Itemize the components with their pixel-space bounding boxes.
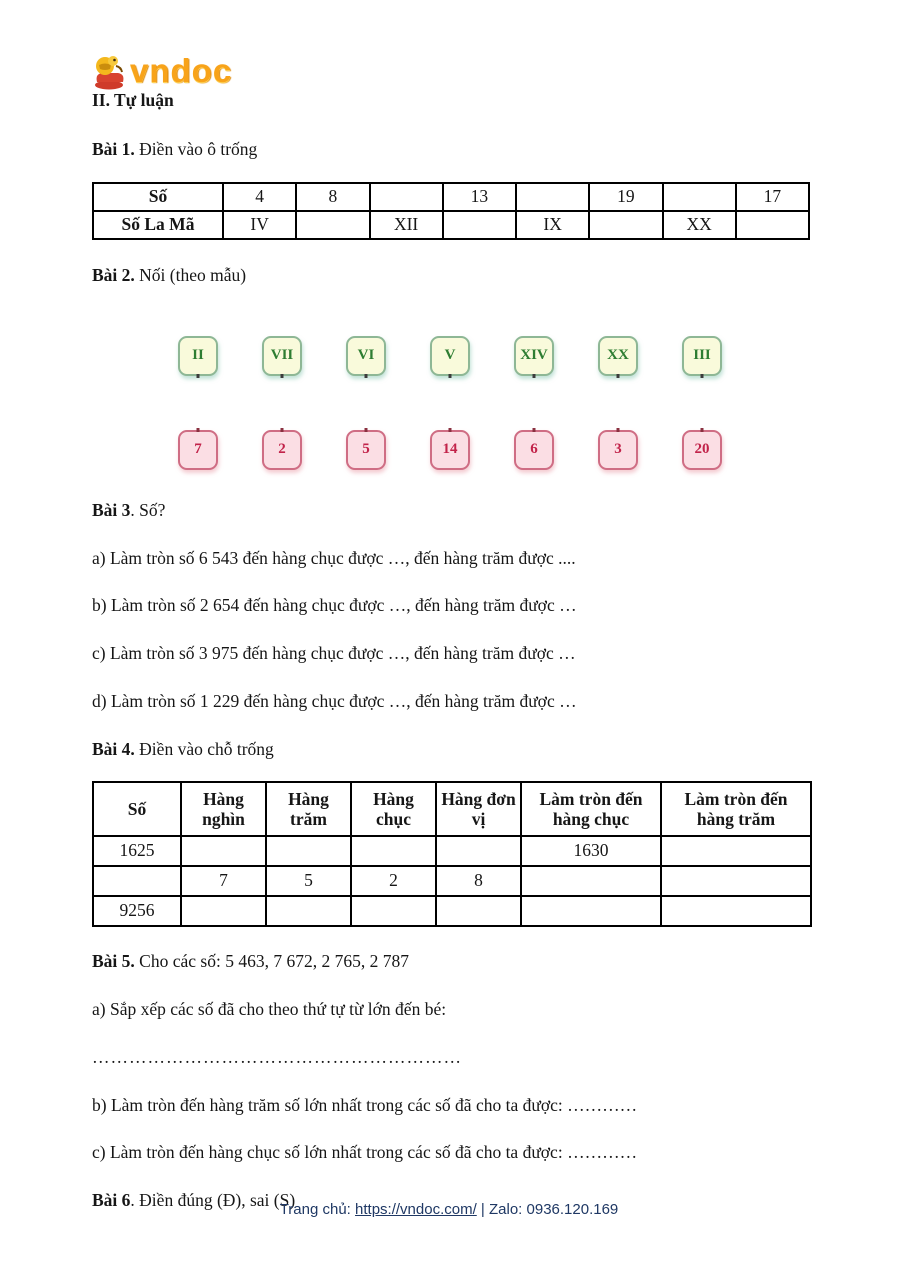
table-cell xyxy=(589,211,662,239)
table-cell xyxy=(661,836,811,866)
roman-box: II xyxy=(178,336,218,376)
table-cell: 19 xyxy=(589,183,662,211)
table-cell xyxy=(351,836,436,866)
number-box: 5 xyxy=(346,430,386,470)
table-cell: XII xyxy=(370,211,443,239)
table-header-cell: Hàng nghìn xyxy=(181,782,266,836)
table-cell xyxy=(296,211,369,239)
table-cell xyxy=(370,183,443,211)
table-cell xyxy=(443,211,516,239)
rounding-table xyxy=(92,781,812,927)
bai3-item-d: d) Làm tròn số 1 229 đến hàng chục được …, đến hàng trăm được … xyxy=(92,691,577,712)
roman-boxes-row xyxy=(178,336,810,376)
roman-box: III xyxy=(682,336,722,376)
bai1-title-label: Bài 1. xyxy=(92,138,135,159)
bai5-item-b: b) Làm tròn đến hàng trăm số lớn nhất trong các số đã cho ta được: ………… xyxy=(92,1094,638,1115)
bai4-title xyxy=(92,739,810,761)
table-cell xyxy=(661,866,811,896)
vndoc-logo xyxy=(92,46,898,90)
footer-home-link[interactable]: https://vndoc.com/ xyxy=(355,1201,477,1218)
table-cell xyxy=(181,836,266,866)
table-header-row xyxy=(93,782,811,836)
table-cell: 8 xyxy=(296,183,369,211)
table-cell: 5 xyxy=(266,866,351,896)
footer-zalo-label: | Zalo: 0936.120.169 xyxy=(476,1201,619,1218)
table-cell xyxy=(736,211,809,239)
number-box: 7 xyxy=(178,430,218,470)
table-cell xyxy=(266,836,351,866)
roman-numeral-table xyxy=(92,182,810,240)
table-header-cell: Làm tròn đến hàng trăm xyxy=(661,782,811,836)
table-cell: 4 xyxy=(223,183,296,211)
bai6-title-text: . Điền đúng (Đ), sai (S) xyxy=(130,1190,296,1211)
table-cell: Số xyxy=(93,183,223,211)
table-cell xyxy=(351,896,436,926)
vndoc-mascot-icon xyxy=(92,52,128,90)
bai1-title xyxy=(92,139,810,161)
table-cell: XX xyxy=(663,211,736,239)
table-cell: IX xyxy=(516,211,589,239)
number-box: 2 xyxy=(262,430,302,470)
table-cell: 1625 xyxy=(93,836,181,866)
table-cell: 7 xyxy=(181,866,266,896)
roman-box: XX xyxy=(598,336,638,376)
table-header-cell: Làm tròn đến hàng chục xyxy=(521,782,661,836)
table-header-cell: Số xyxy=(93,782,181,836)
roman-box: V xyxy=(430,336,470,376)
bai4-title-label: Bài 4. xyxy=(92,739,135,759)
table-header-cell: Hàng chục xyxy=(351,782,436,836)
table-cell: IV xyxy=(223,211,296,239)
bai2-title-text: Nối (theo mẫu) xyxy=(134,264,247,285)
bai3-title xyxy=(92,500,810,522)
table-cell: 8 xyxy=(436,866,521,896)
bai4-title-text: Điền vào chỗ trống xyxy=(134,739,274,759)
number-boxes-row xyxy=(178,430,810,470)
table-cell xyxy=(661,896,811,926)
number-box: 20 xyxy=(682,430,722,470)
table-row xyxy=(93,183,809,211)
roman-box: VI xyxy=(346,336,386,376)
table-cell xyxy=(181,896,266,926)
table-header-cell: Hàng trăm xyxy=(266,782,351,836)
table-cell: 1630 xyxy=(521,836,661,866)
roman-box: XIV xyxy=(514,336,554,376)
table-cell: 9256 xyxy=(93,896,181,926)
bai5-title-text: Cho các số: 5 463, 7 672, 2 765, 2 787 xyxy=(134,950,409,971)
bai3-item-c: c) Làm tròn số 3 975 đến hàng chục được …, đến hàng trăm được … xyxy=(92,643,576,664)
page-footer xyxy=(0,1201,898,1218)
bai5-title xyxy=(92,951,810,973)
bai5-title-label: Bài 5. xyxy=(92,950,135,971)
bai3-item-a: a) Làm tròn số 6 543 đến hàng chục được …, đến hàng trăm được .... xyxy=(92,547,576,568)
table-cell xyxy=(521,866,661,896)
logo-wordmark: vndoc xyxy=(130,52,233,89)
table-row xyxy=(93,896,811,926)
bai2-title xyxy=(92,265,810,287)
roman-box: VII xyxy=(262,336,302,376)
table-row xyxy=(93,211,809,239)
bai6-title-label: Bài 6 xyxy=(92,1190,131,1211)
table-cell xyxy=(516,183,589,211)
section-heading: II. Tự luận xyxy=(92,90,174,110)
table-cell: 17 xyxy=(736,183,809,211)
table-cell: Số La Mã xyxy=(93,211,223,239)
table-cell: 2 xyxy=(351,866,436,896)
table-cell xyxy=(663,183,736,211)
number-box: 3 xyxy=(598,430,638,470)
bai3-title-text: . Số? xyxy=(130,499,166,520)
table-header-cell: Hàng đơn vị xyxy=(436,782,521,836)
answer-dots-line: …………………………………………………… xyxy=(92,1046,462,1067)
table-cell xyxy=(93,866,181,896)
bai5-item-c: c) Làm tròn đến hàng chục số lớn nhất trong các số đã cho ta được: ………… xyxy=(92,1142,638,1163)
table-cell: 13 xyxy=(443,183,516,211)
bai1-title-text: Điền vào ô trống xyxy=(134,138,258,159)
footer-home-label: Trang chủ: xyxy=(279,1201,356,1218)
table-cell xyxy=(266,896,351,926)
bai5-item-a: a) Sắp xếp các số đã cho theo thứ tự từ lớn đến bé: xyxy=(92,998,447,1019)
table-row xyxy=(93,836,811,866)
bai3-title-label: Bài 3 xyxy=(92,499,131,520)
table-cell xyxy=(521,896,661,926)
table-row xyxy=(93,866,811,896)
table-cell xyxy=(436,896,521,926)
bai3-item-b: b) Làm tròn số 2 654 đến hàng chục được …, đến hàng trăm được … xyxy=(92,595,577,616)
table-cell xyxy=(436,836,521,866)
bai2-title-label: Bài 2. xyxy=(92,264,135,285)
number-box: 14 xyxy=(430,430,470,470)
number-box: 6 xyxy=(514,430,554,470)
